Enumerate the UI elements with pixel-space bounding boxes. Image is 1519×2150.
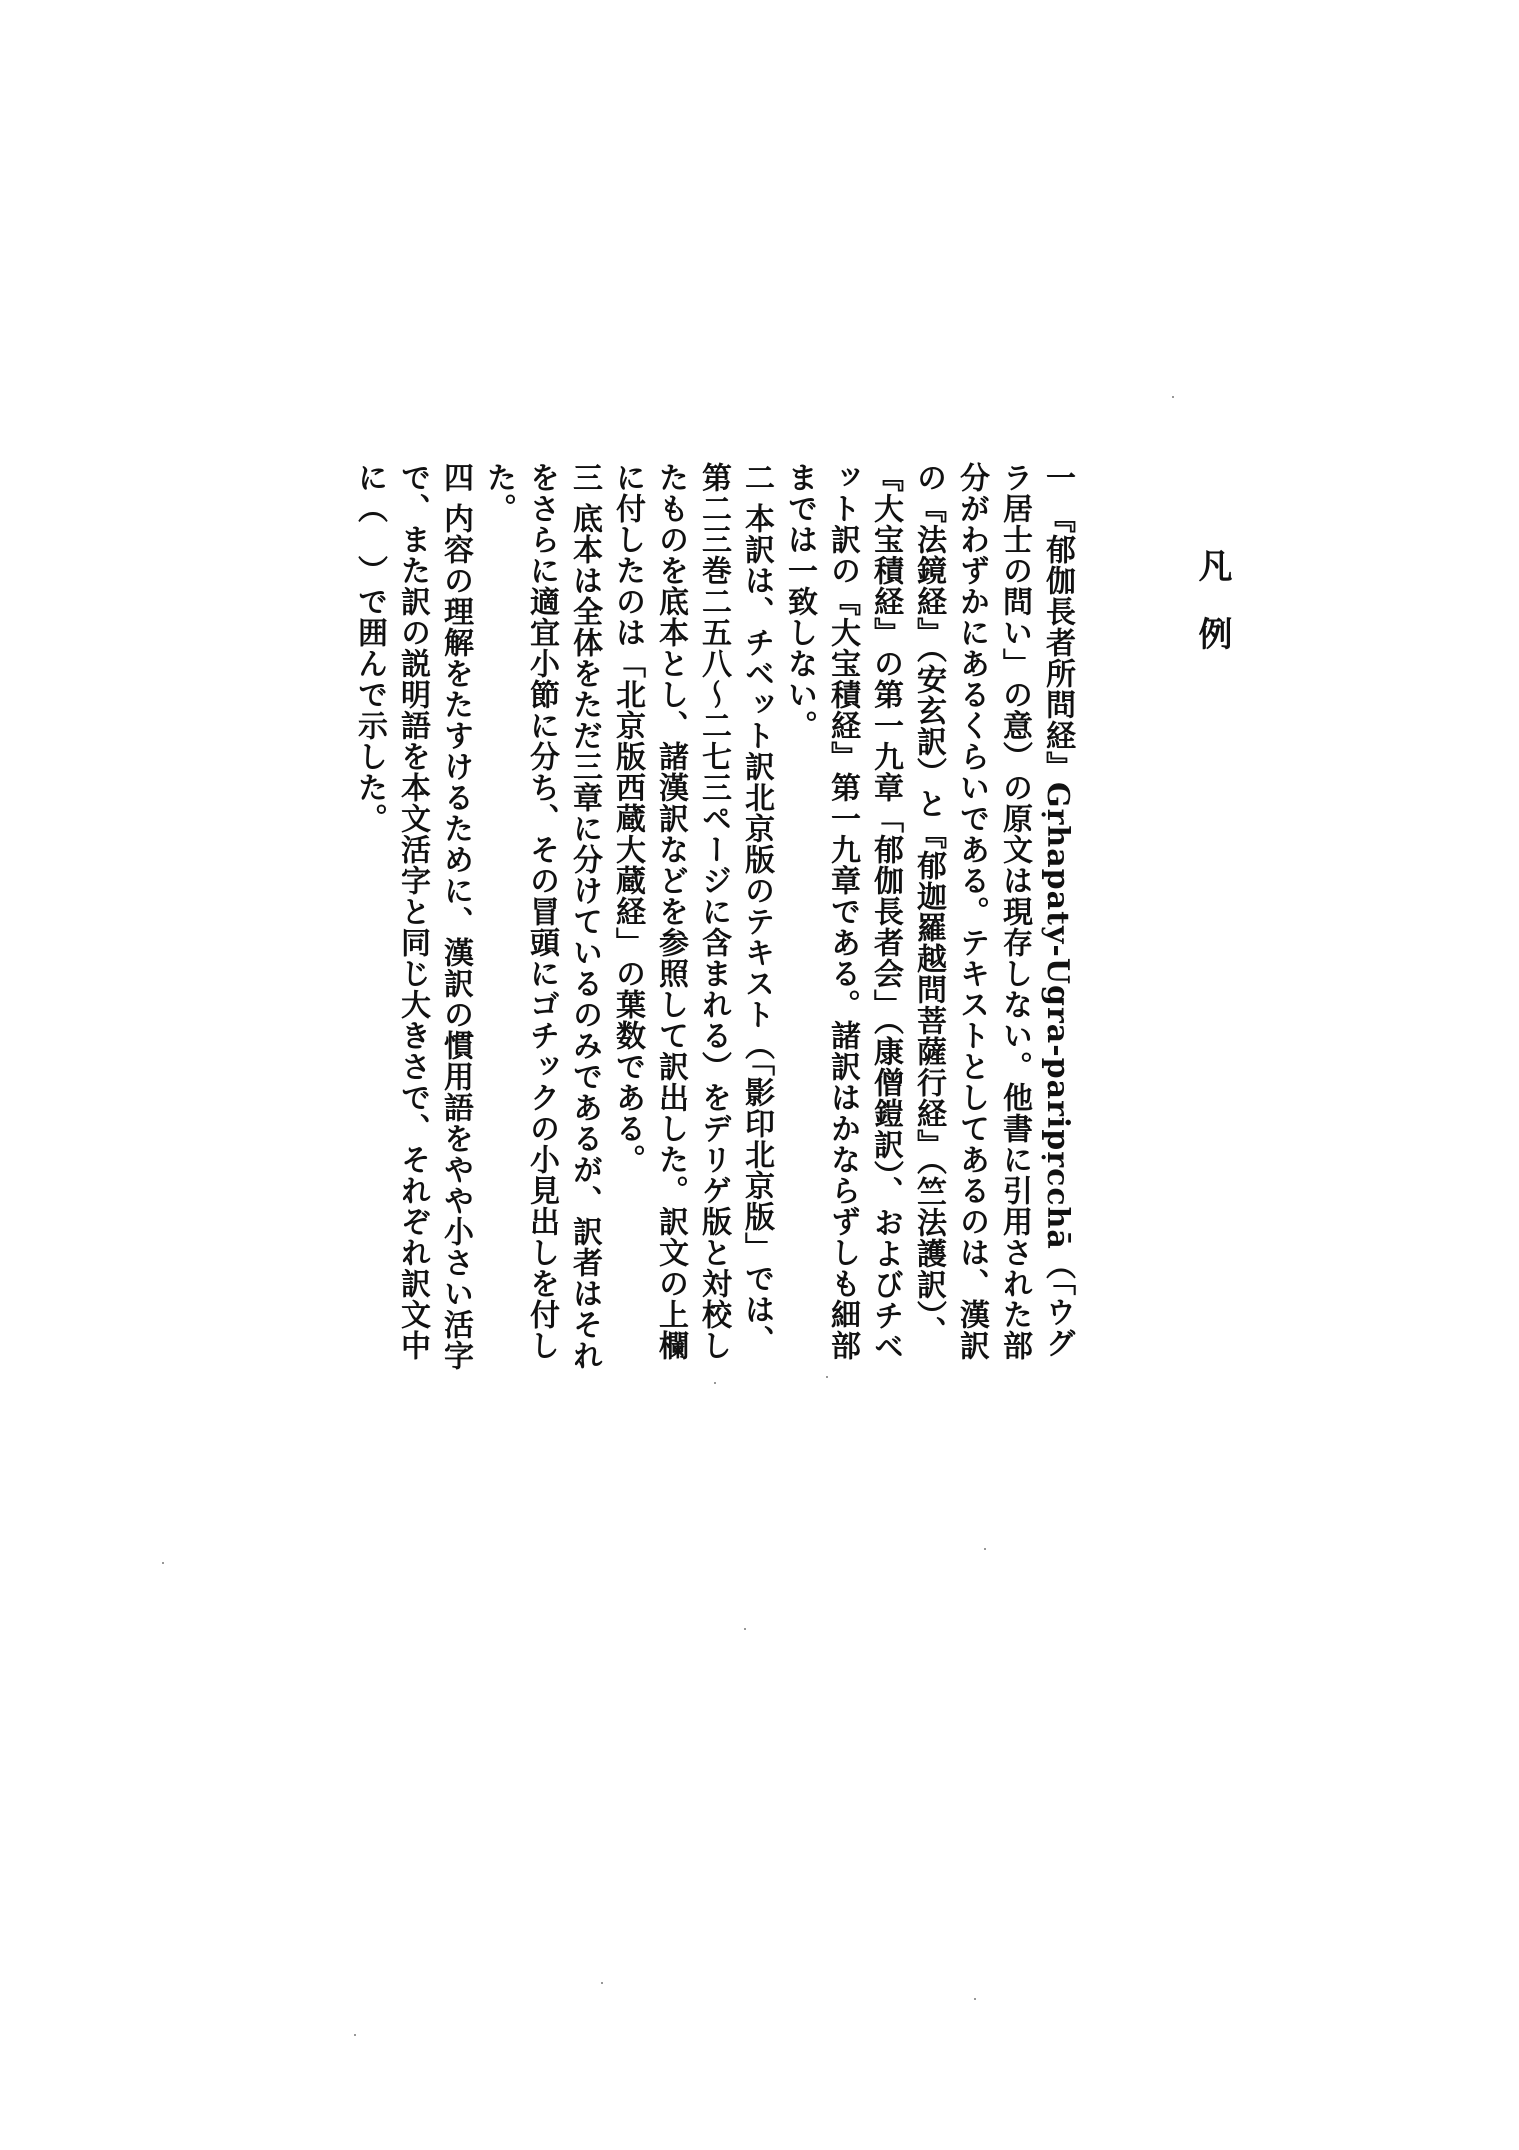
scan-speck xyxy=(601,1982,603,1984)
note-number: 一 xyxy=(1040,462,1075,493)
note-item-3 xyxy=(477,462,606,1382)
note-number: 二 xyxy=(739,462,774,493)
note-text: 本訳は、チベット訳北京版のテキスト（「影印北京版」では、第二三巻二五八～二七三ページに含まれる）をデリゲ版と対校したものを底本とし、諸漢訳などを参照して訳出した。訳文の上欄に付したのは「北京版西蔵大蔵経」の葉数である。 xyxy=(610,462,774,1361)
scan-speck xyxy=(354,2034,356,2036)
scan-speck xyxy=(984,1548,986,1550)
scan-speck xyxy=(162,1562,164,1564)
scan-speck xyxy=(714,1382,716,1384)
scan-speck xyxy=(974,1998,976,2000)
note-text: 『郁伽長者所問経』Gṛhapaty-Ugra-paripṛcchā（「ウグラ居士の問い」の意）の原文は現存しない。他書に引用された部分がわずかにあるくらいである。テキストとしてあるのは、漢訳の『法鏡経』（安玄訳）と『郁迦羅越問菩薩行経』（竺法護訳）、『大宝積経』の第一九章「郁伽長者会」（康僧鎧訳）、およびチベット訳の『大宝積経』第一九章である。諸訳はかならずしも細部までは一致しない。 xyxy=(782,462,1075,1362)
scan-speck xyxy=(1172,396,1174,398)
note-text: 底本は全体をただ三章に分けているのみであるが、訳者はそれをさらに適宜小節に分ち、その冒頭にゴチックの小見出しを付した。 xyxy=(481,462,602,1371)
scan-speck xyxy=(744,1628,746,1630)
note-number: 四 xyxy=(438,462,473,493)
note-item-2 xyxy=(606,462,778,1382)
note-text: 内容の理解をたすけるために、漢訳の慣用語をやや小さい活字で、また訳の説明語を本文活字と同じ大きさで、それぞれ訳文中に（ ）で囲んで示した。 xyxy=(352,462,473,1371)
notes-body xyxy=(348,462,1079,1382)
note-number: 三 xyxy=(567,462,602,493)
scan-speck xyxy=(826,1376,828,1378)
page-title: 凡例 xyxy=(1192,548,1232,684)
note-item-4 xyxy=(348,462,477,1382)
note-item-1 xyxy=(778,462,1079,1382)
